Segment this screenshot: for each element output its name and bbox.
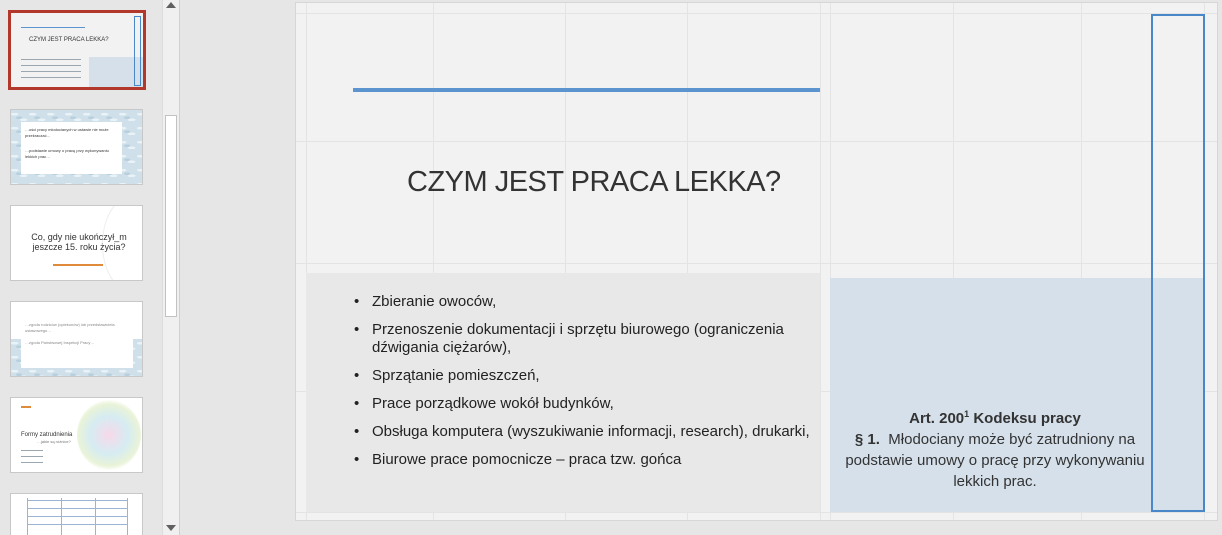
article-title-number: Art. 200 (909, 410, 965, 427)
bullet-item: • Sprzątanie pomieszczeń, (352, 367, 812, 385)
bullet-item: • Biurowe prace pomocnicze – praca tzw. gońca (352, 451, 812, 469)
thumb-2-line-1: …ości pracy młodocianych w ustawie nie może przekraczać… (25, 127, 109, 138)
slide-thumbnail-6[interactable] (10, 493, 143, 535)
slide-thumbnail-4[interactable] (10, 301, 143, 377)
thumb-5-subtitle: …jakie są różnice? (37, 439, 71, 444)
thumb-4-line-1: …zgoda rodziców (opiekunów) lub przedstawiciela ustawowego… (25, 322, 115, 333)
grid-line (820, 3, 821, 520)
grid-line (296, 263, 1217, 264)
scrollbar-thumb[interactable] (165, 115, 177, 317)
grid-line (296, 13, 1217, 14)
article-title (830, 408, 1160, 429)
thumb-2-line-2: …podstawie umowy o pracę przy wykonywaniu lekkich prac… (25, 148, 109, 159)
grid-line (296, 141, 1217, 142)
slide-title[interactable]: CZYM JEST PRACA LEKKA? (407, 166, 781, 198)
pane-splitter[interactable] (179, 0, 185, 535)
selected-shape-frame[interactable] (1151, 14, 1205, 512)
bullet-item: • Zbieranie owoców, (352, 293, 812, 311)
article-section-mark: § 1. (854, 431, 880, 448)
thumb-1-title: CZYM JEST PRACA LEKKA? (29, 37, 109, 43)
article-text-box[interactable] (830, 408, 1160, 492)
slide-thumbnail-1[interactable] (8, 10, 146, 90)
slide-thumbnail-2[interactable] (10, 109, 143, 185)
bullet-list[interactable] (352, 293, 812, 479)
slide-thumbnail-5[interactable] (10, 397, 143, 473)
bullet-item: • Prace porządkowe wokół budynków, (352, 395, 812, 413)
slide-thumbnail-pane (0, 0, 162, 535)
thumb-4-line-2: …zgoda Państwowej Inspekcji Pracy… (25, 340, 95, 345)
thumbnail-scrollbar[interactable] (162, 0, 179, 535)
article-body (830, 429, 1160, 492)
slide-canvas[interactable] (295, 2, 1218, 521)
title-accent-rule (353, 88, 820, 92)
article-title-code: Kodeksu pracy (969, 410, 1081, 427)
bullet-item: • Przenoszenie dokumentacji i sprzętu biurowego (ograniczenia dźwigania ciężarów), (352, 321, 812, 357)
thumb-5-title: Formy zatrudnienia (21, 432, 73, 438)
slide-thumbnail-3[interactable] (10, 205, 143, 281)
scroll-up-arrow-icon[interactable] (166, 2, 176, 8)
grid-line (296, 512, 1217, 513)
bullet-item: • Obsługa komputera (wyszukiwanie informacji, research), drukarki, (352, 423, 812, 441)
article-title-superscript: 1 (964, 409, 970, 419)
thumb-3-title: Co, gdy nie ukończył_m jeszcze 15. roku życia? (31, 232, 127, 252)
scroll-down-arrow-icon[interactable] (166, 525, 176, 531)
article-section-text: Młodociany może być zatrudniony na podstawie umowy o pracę przy wykonywaniu lekkich prac. (845, 431, 1145, 490)
